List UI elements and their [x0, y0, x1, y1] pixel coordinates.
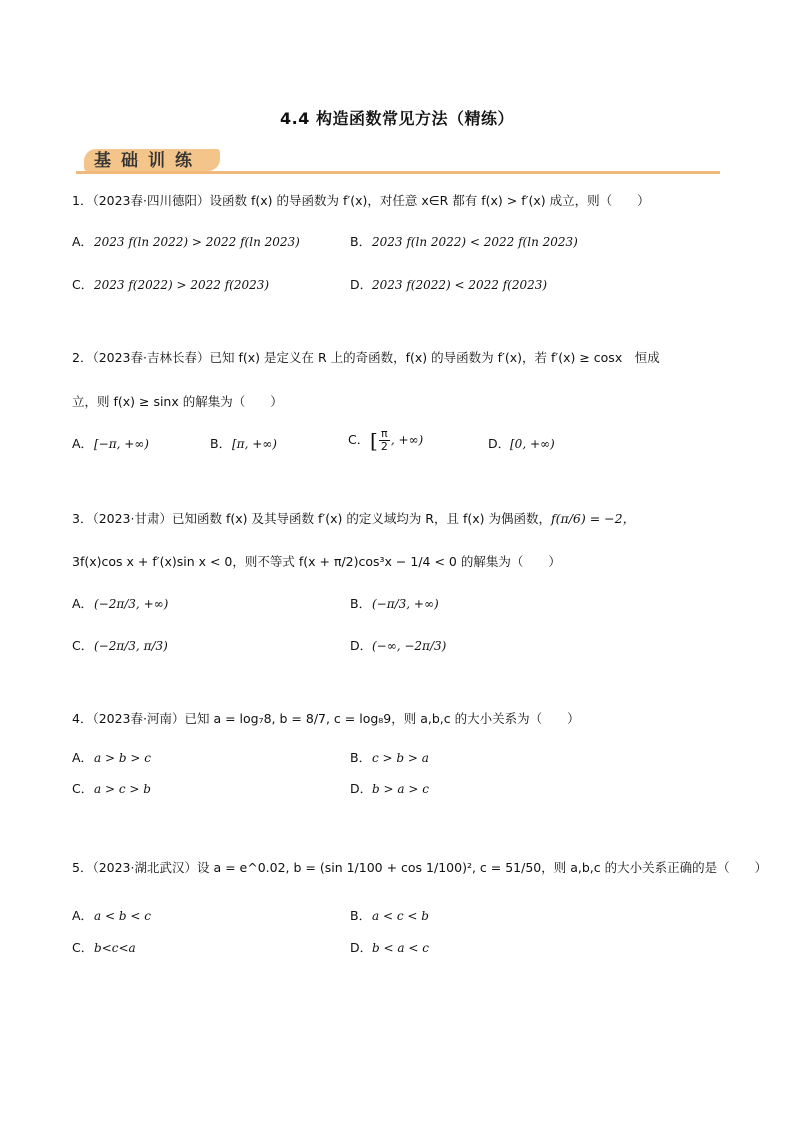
option-value: a > c > b — [94, 782, 151, 796]
question-2-option-b[interactable] — [210, 434, 277, 454]
option-label: B． — [350, 908, 372, 923]
question-4-option-d[interactable] — [350, 779, 429, 799]
option-label: D． — [350, 638, 373, 653]
option-value: [0, +∞) — [510, 437, 555, 451]
option-value: 2023 f(ln 2022) < 2022 f(ln 2023) — [372, 235, 578, 249]
fraction-denominator: 2 — [380, 440, 388, 453]
question-1-option-c[interactable] — [72, 275, 269, 295]
option-value: b > a > c — [372, 782, 429, 796]
option-label: C． — [72, 638, 94, 653]
question-5-option-d[interactable] — [350, 938, 429, 958]
option-value: b < a < c — [372, 941, 429, 955]
option-value-tail: , +∞) — [390, 433, 424, 447]
section-banner — [86, 143, 202, 173]
question-4-option-c[interactable] — [72, 779, 151, 799]
option-bracket-open: [ — [370, 428, 378, 453]
question-1-option-b[interactable] — [350, 232, 578, 252]
question-1-stem: 1．（2023春·四川德阳）设函数 f(x) 的导函数为 f′(x)，对任意 x∈R 都有 f(x) > f′(x) 成立，则（ ） — [72, 193, 650, 208]
question-1-option-d[interactable] — [350, 275, 547, 295]
question-2-option-a[interactable] — [72, 434, 149, 454]
fraction-numerator: π — [379, 428, 390, 441]
question-3-option-a[interactable] — [72, 594, 168, 614]
question-5-option-c[interactable] — [72, 938, 136, 958]
question-4-stem: 4．（2023春·河南）已知 a = log₇8, b = 8/7, c = log₈9，则 a,b,c 的大小关系为（ ） — [72, 711, 580, 726]
question-1-option-a[interactable] — [72, 232, 300, 252]
option-label: A． — [72, 596, 94, 611]
option-value: a < b < c — [94, 909, 151, 923]
option-label: B． — [350, 234, 372, 249]
section-heading: 基础训练 — [94, 150, 202, 171]
question-3-option-c[interactable] — [72, 636, 168, 656]
question-3-stem-text: 3．（2023·甘肃）已知函数 f(x) 及其导函数 f′(x) 的定义域均为 R，且 f(x) 为偶函数， — [72, 511, 551, 526]
question-2-option-c[interactable] — [348, 428, 423, 453]
option-value: (−∞, −2π/3) — [372, 639, 447, 653]
option-value: a < c < b — [372, 909, 429, 923]
option-label: B． — [350, 596, 372, 611]
option-value: (−2π/3, +∞) — [94, 597, 169, 611]
option-label: C． — [72, 940, 94, 955]
option-value: 2023 f(ln 2022) > 2022 f(ln 2023) — [94, 235, 300, 249]
option-label: A． — [72, 908, 94, 923]
option-value: (−π/3, +∞) — [372, 597, 439, 611]
option-value: [π, +∞) — [232, 437, 277, 451]
question-5-option-b[interactable] — [350, 906, 429, 926]
question-2-option-d[interactable] — [488, 434, 555, 454]
question-4-option-a[interactable] — [72, 748, 151, 768]
fraction — [379, 428, 390, 453]
question-3-stem-line-1 — [72, 509, 635, 529]
option-label: A． — [72, 234, 94, 249]
option-label: D． — [350, 940, 373, 955]
question-3-option-d[interactable] — [350, 636, 446, 656]
option-label: C． — [72, 277, 94, 292]
option-label: B． — [350, 750, 372, 765]
option-value: (−2π/3, π/3) — [94, 639, 168, 653]
question-5-stem: 5．（2023·湖北武汉）设 a = e^0.02, b = (sin 1/100 + cos 1/100)², c = 51/50，则 a,b,c 的大小关系正确的是（ ） — [72, 860, 768, 875]
option-label: B． — [210, 436, 232, 451]
option-label: D． — [488, 436, 511, 451]
option-value: [−π, +∞) — [94, 437, 149, 451]
page-title: 4.4 构造函数常见方法（精练） — [280, 109, 514, 128]
option-value: c > b > a — [372, 751, 429, 765]
question-3-stem-condition: f(π/6) = −2， — [550, 511, 636, 526]
option-label: D． — [350, 781, 373, 796]
option-label: A． — [72, 750, 94, 765]
question-5-option-a[interactable] — [72, 906, 151, 926]
option-value: 2023 f(2022) < 2022 f(2023) — [372, 278, 548, 292]
question-4-option-b[interactable] — [350, 748, 429, 768]
option-value: b<c<a — [94, 941, 136, 955]
option-label: D． — [350, 277, 373, 292]
option-value: a > b > c — [94, 751, 151, 765]
option-label: C． — [348, 432, 370, 447]
question-3-option-b[interactable] — [350, 594, 439, 614]
question-2-stem-line-2: 立，则 f(x) ≥ sinx 的解集为（ ） — [72, 394, 283, 409]
section-divider — [76, 171, 720, 174]
question-2-stem-line-1: 2．（2023春·吉林长春）已知 f(x) 是定义在 R 上的奇函数，f(x) 的导函数为 f′(x)，若 f′(x) ≥ cosx 恒成 — [72, 350, 660, 365]
question-3-stem-line-2: 3f(x)cos x + f′(x)sin x < 0，则不等式 f(x + π/2)cos³x − 1/4 < 0 的解集为（ ） — [72, 554, 561, 569]
option-value: 2023 f(2022) > 2022 f(2023) — [94, 278, 270, 292]
option-label: C． — [72, 781, 94, 796]
option-label: A． — [72, 436, 94, 451]
